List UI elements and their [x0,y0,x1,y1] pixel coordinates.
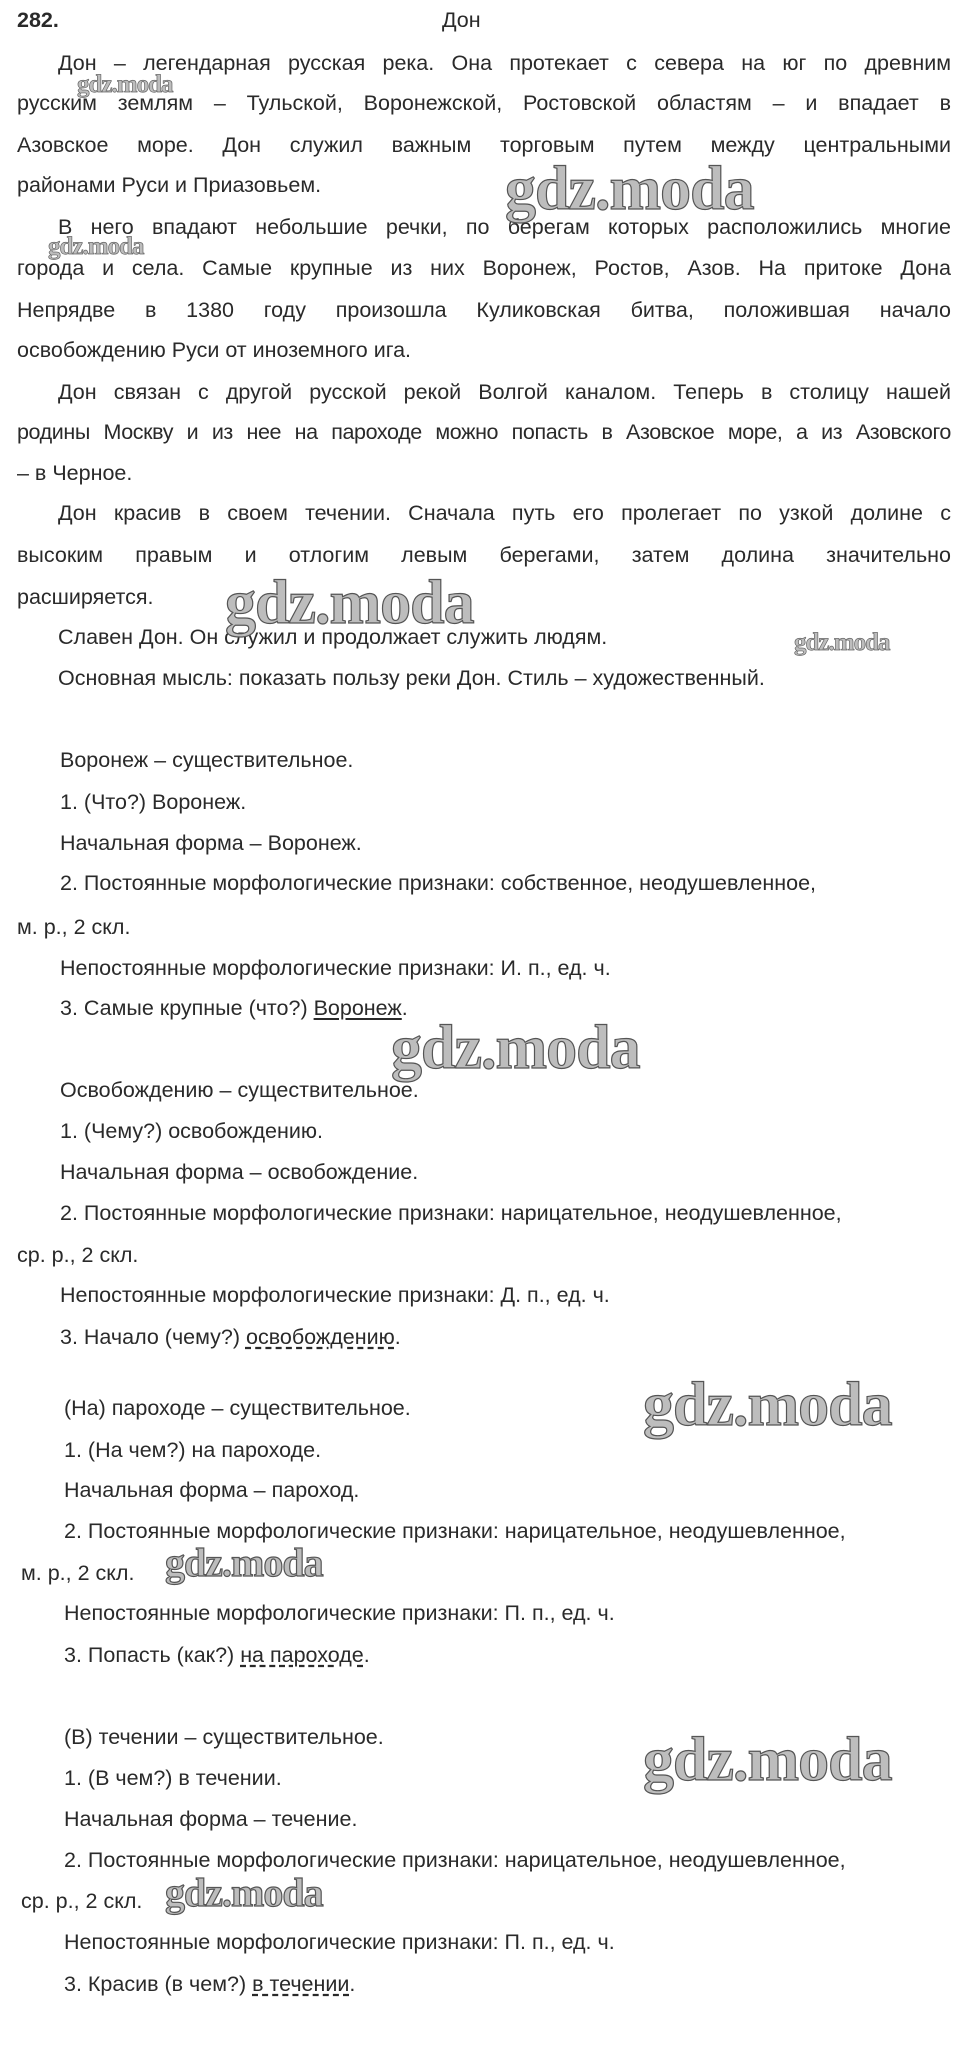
analysis-title: (В) течении – существительное. [64,1725,384,1749]
text-line: расширяется. [17,585,154,609]
analysis-title: Освобождению – существительное. [60,1078,419,1102]
analysis-initial-form: Начальная форма – пароход. [64,1478,360,1502]
role-suffix: . [401,996,408,1020]
analysis-initial-form: Начальная форма – освобождение. [60,1160,419,1184]
role-prefix: 3. Попасть (как?) [64,1643,241,1667]
text-line: освобождению Руси от иноземного ига. [17,338,412,362]
analysis-variable-features: Непостоянные морфологические признаки: И. п., ед. ч. [60,956,611,980]
analysis-variable-features: Непостоянные морфологические признаки: Д. п., ед. ч. [60,1283,610,1307]
watermark: gdz.moda [391,1014,640,1082]
text-line: Дон красив в своем течении. Сначала путь его пролегает по узкой долине с [58,501,951,525]
analysis-syntactic-role [64,1970,355,1998]
text-line: города и села. Самые крупные из них Воронеж, Ростов, Азов. На притоке Дона [17,256,951,280]
analysis-question: 1. (В чем?) в течении. [64,1766,282,1790]
text-line: Славен Дон. Он служил и продолжает служить людям. [58,625,608,649]
watermark: gdz.moda [225,569,474,637]
text-title: Дон [442,8,481,32]
exercise-number: 282. [17,8,59,32]
analysis-initial-form: Начальная форма – течение. [64,1807,358,1831]
watermark: gdz.moda [165,1540,323,1585]
analysis-variable-features: Непостоянные морфологические признаки: П. п., ед. ч. [64,1601,615,1625]
analysis-question: 1. (Чему?) освобождению. [60,1119,323,1143]
analysis-syntactic-role [64,1641,370,1669]
role-prefix: 3. Самые крупные (что?) [60,996,314,1020]
analysis-constant-features: 2. Постоянные морфологические признаки: нарицательное, неодушевленное, [64,1519,846,1543]
analysis-constant-features-cont: ср. р., 2 скл. [17,1243,139,1267]
role-suffix: . [363,1643,370,1667]
watermark: gdz.moda [643,1726,892,1794]
text-line: Дон – легендарная русская река. Она протекает с севера на юг по древним [58,51,951,75]
text-line: районами Руси и Приазовьем. [17,173,322,197]
analysis-question: 1. (На чем?) на пароходе. [64,1438,322,1462]
role-word: в течении [252,1972,350,1996]
role-prefix: 3. Красив (в чем?) [64,1972,253,1996]
watermark: gdz.moda [505,155,754,223]
analysis-question: 1. (Что?) Воронеж. [60,790,247,814]
analysis-initial-form: Начальная форма – Воронеж. [60,831,362,855]
role-word: Воронеж [313,996,402,1020]
analysis-syntactic-role [60,994,408,1022]
analysis-syntactic-role [60,1323,401,1351]
analysis-constant-features-cont: м. р., 2 скл. [17,915,131,939]
watermark: gdz.moda [48,233,144,260]
watermark: gdz.moda [794,629,890,656]
text-line: высоким правым и отлогим левым берегами, затем долина значительно [17,543,951,567]
text-line: Дон связан с другой русской рекой Волгой каналом. Теперь в столицу нашей [58,380,951,404]
role-suffix: . [394,1325,401,1349]
text-line: Непрядве в 1380 году произошла Куликовская битва, положившая начало [17,298,951,322]
analysis-constant-features: 2. Постоянные морфологические признаки: нарицательное, неодушевленное, [64,1848,846,1872]
analysis-constant-features-cont: ср. р., 2 скл. [21,1889,143,1913]
text-line: родины Москву и из нее на пароходе можно попасть в Азовское море, а из Азовского [17,420,951,444]
text-line: – в Черное. [17,461,133,485]
analysis-constant-features: 2. Постоянные морфологические признаки: собственное, неодушевленное, [60,871,817,895]
role-word: освобождению [245,1325,395,1349]
role-prefix: 3. Начало (чему?) [60,1325,246,1349]
analysis-title: (На) пароходе – существительное. [64,1396,411,1420]
watermark: gdz.moda [77,71,173,98]
role-suffix: . [349,1972,356,1996]
watermark: gdz.moda [165,1870,323,1915]
role-word: на пароходе [240,1643,364,1667]
text-line: Азовское море. Дон служил важным торговым путем между центральными [17,133,951,157]
analysis-title: Воронеж – существительное. [60,748,354,772]
analysis-constant-features-cont: м. р., 2 скл. [21,1561,135,1585]
text-line: русским землям – Тульской, Воронежской, Ростовской областям – и впадает в [17,91,951,115]
analysis-variable-features: Непостоянные морфологические признаки: П. п., ед. ч. [64,1930,615,1954]
text-line: В него впадают небольшие речки, по берегам которых расположились многие [58,215,951,239]
main-idea-line: Основная мысль: показать пользу реки Дон. Стиль – художественный. [58,666,765,690]
watermark: gdz.moda [643,1371,892,1439]
analysis-constant-features: 2. Постоянные морфологические признаки: нарицательное, неодушевленное, [60,1201,842,1225]
